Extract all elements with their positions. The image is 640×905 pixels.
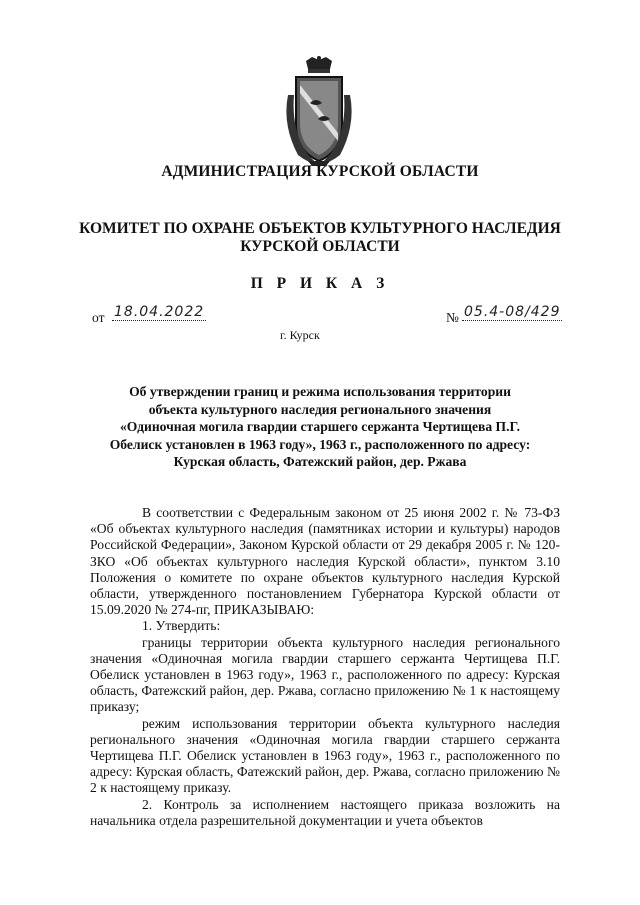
- committee-title-line2: КУРСКОЙ ОБЛАСТИ: [240, 238, 400, 255]
- city-label: г. Курск: [280, 328, 320, 342]
- coat-of-arms-icon: [278, 55, 360, 167]
- subject-line: Обелиск установлен в 1963 году», 1963 г., расположенного по адресу:: [109, 436, 531, 452]
- order-date: 18.04.2022: [114, 304, 205, 320]
- committee-title: [0, 220, 640, 256]
- date-label: от: [92, 310, 105, 325]
- clause-1-boundaries: границы территории объекта культурного наследия регионального значения «Одиночная могила гвардии старшего сержанта Чертищева П.Г. Обелиск установлен в 1963 году», 1963 г., расположенного по адресу: Курская область, Фатежский район, дер. Ржава, согласно приложению № 1 к настоящему приказу;: [90, 634, 560, 715]
- order-subject: [100, 383, 540, 471]
- clause-2-control: 2. Контроль за исполнением настоящего приказа возложить на начальника отдела разрешительной документации и учета объектов: [90, 796, 560, 828]
- order-body: [90, 505, 560, 829]
- order-number: 05.4-08/429: [464, 304, 561, 320]
- administration-title: АДМИНИСТРАЦИЯ КУРСКОЙ ОБЛАСТИ: [161, 163, 479, 180]
- subject-line: Об утверждении границ и режима использования территории: [129, 384, 511, 399]
- committee-title-line1: КОМИТЕТ ПО ОХРАНЕ ОБЪЕКТОВ КУЛЬТУРНОГО НАСЛЕДИЯ: [79, 220, 561, 237]
- clause-1-regime: режим использования территории объекта культурного наследия регионального значения «Одиночная могила гвардии старшего сержанта Чертищева П.Г. Обелиск установлен в 1963 году», 1963 г., расположенного по адресу: Курская область, Фатежский район, дер. Ржава, согласно приложению № 2 к настоящему приказу.: [90, 715, 560, 796]
- preamble-paragraph: В соответствии с Федеральным законом от 25 июня 2002 г. № 73-ФЗ «Об объектах культурного наследия (памятниках истории и культуры) народов Российской Федерации», Законом Курской области от 29 декабря 2005 г. № 120-ЗКО «Об объектах культурного наследия Курской области», пунктом 3.10 Положения о комитете по охране объектов культурного наследия Курской области, утвержденного постановлением Губернатора Курской области от 15.09.2020 № 274-пг, ПРИКАЗЫВАЮ:: [90, 505, 560, 618]
- clause-1-heading: 1. Утвердить:: [142, 618, 221, 634]
- subject-line: «Одиночная могила гвардии старшего сержанта Чертищева П.Г.: [119, 419, 521, 435]
- number-label: №: [446, 310, 459, 325]
- document-type: П Р И К А З: [250, 275, 390, 292]
- subject-line: объекта культурного наследия регионального значения: [148, 401, 492, 417]
- subject-line: Курская область, Фатежский район, дер. Ржава: [173, 454, 467, 470]
